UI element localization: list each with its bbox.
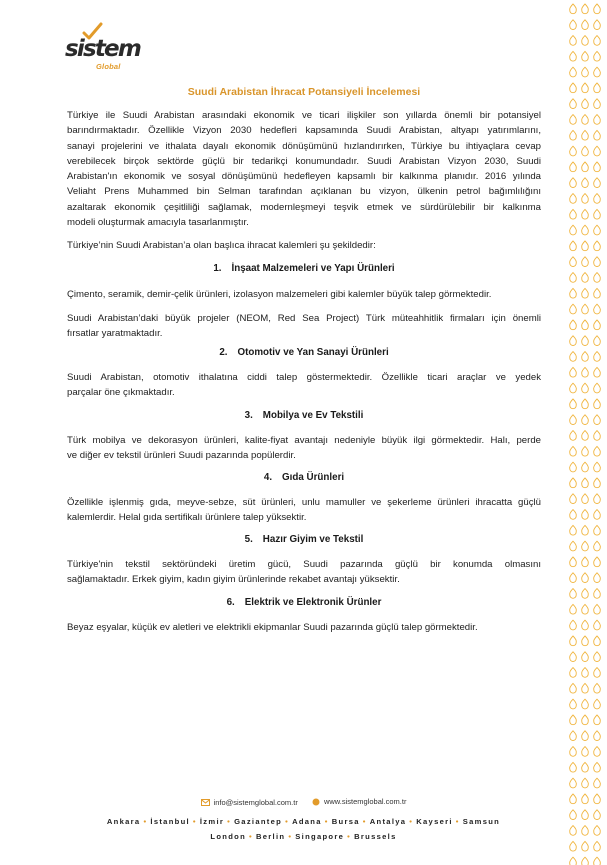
pattern-drop — [582, 557, 589, 567]
pattern-drop — [582, 67, 589, 77]
city-name: Brussels — [354, 832, 397, 841]
pattern-drop — [570, 683, 577, 693]
paragraph-line: sağlamaktadır. Erkek giyim, kadın giyim ürünlerinde rekabet avantajı yüksektir. — [67, 574, 400, 586]
pattern-drop — [594, 431, 601, 441]
lead-paragraph: Türkiye’nin Suudi Arabistan’a olan başlıca ihracat kalemleri şu şekildedir: — [67, 240, 376, 251]
pattern-drop — [570, 20, 577, 30]
pattern-drop — [594, 146, 601, 156]
pattern-drop — [594, 525, 601, 535]
pattern-drop — [594, 383, 601, 393]
logo-word: sistem — [65, 36, 141, 62]
section-title: Gıda Ürünleri — [282, 472, 345, 483]
pattern-drop — [570, 462, 577, 472]
pattern-drop — [582, 636, 589, 646]
pattern-drop — [594, 399, 601, 409]
pattern-drop — [570, 367, 577, 377]
paragraph-line: Suudi Arabistan’daki büyük projeler (NEOM, Red Sea Project) Türk müteahhitlik firmaları için önemli — [67, 313, 541, 324]
city-separator: • — [249, 832, 253, 841]
pattern-drop — [570, 510, 577, 520]
section-heading — [67, 534, 541, 545]
pattern-drop — [570, 194, 577, 204]
globe-icon — [312, 798, 320, 806]
pattern-drop — [582, 589, 589, 599]
pattern-drop — [594, 225, 601, 235]
pattern-drop — [582, 241, 589, 251]
paragraph-line: kalemlerdir. Helal gıda sertifikalı ürünlere talep yüksektir. — [67, 512, 307, 524]
pattern-drop — [582, 83, 589, 93]
pattern-drop — [594, 604, 601, 614]
pattern-drop — [570, 589, 577, 599]
pattern-drop — [570, 715, 577, 725]
pattern-drop — [594, 36, 601, 46]
pattern-drop — [582, 399, 589, 409]
pattern-drop — [594, 573, 601, 583]
pattern-drop — [594, 683, 601, 693]
pattern-drop — [594, 589, 601, 599]
section-number: 2. — [219, 347, 228, 358]
intro-line: modeli oluşturmak amacıyla tasarlanmıştır. — [67, 217, 249, 229]
pattern-drop — [570, 446, 577, 456]
pattern-drop — [582, 352, 589, 362]
city-separator: • — [455, 817, 460, 826]
pattern-drop — [582, 573, 589, 583]
section-heading — [67, 410, 541, 421]
pattern-drop — [570, 352, 577, 362]
intro-line: Veliaht Prens Muhammed bin Selman tarafından açıklanan bu vizyon, ülkenin petrol bağımlılığını — [67, 186, 541, 198]
pattern-drop — [582, 525, 589, 535]
footer-email-text: info@sistemglobal.com.tr — [213, 797, 298, 807]
paragraph-line: Özellikle işlenmiş gıda, meyve-sebze, süt ürünleri, unlu mamuller ve şekerleme ürünleri ihracatta güçlü — [67, 497, 541, 508]
pattern-drop — [582, 194, 589, 204]
pattern-drop — [570, 320, 577, 330]
pattern-drop — [570, 273, 577, 283]
section-number: 3. — [244, 410, 253, 421]
city-separator: • — [227, 817, 232, 826]
pattern-drop — [570, 225, 577, 235]
section-paragraph — [67, 433, 541, 464]
paragraph-line: fırsatlar yaratmaktadır. — [67, 328, 163, 340]
city-name: London — [210, 832, 247, 841]
footer-website[interactable] — [312, 797, 407, 806]
paragraph-line: Çimento, seramik, demir-çelik ürünleri, izolasyon malzemeleri gibi kalemler büyük talep görmektedir. — [67, 289, 492, 300]
pattern-drop — [570, 399, 577, 409]
pattern-drop — [570, 652, 577, 662]
pattern-drop — [594, 731, 601, 741]
pattern-drop — [594, 367, 601, 377]
pattern-drop — [582, 604, 589, 614]
footer-cities-row-1 — [0, 817, 607, 826]
pattern-drop — [594, 67, 601, 77]
pattern-drop — [594, 620, 601, 630]
city-name: Antalya — [369, 817, 407, 826]
city-separator: • — [143, 817, 148, 826]
pattern-drop — [582, 478, 589, 488]
pattern-drop — [594, 20, 601, 30]
pattern-drop — [582, 715, 589, 725]
city-name: İstanbul — [150, 817, 190, 826]
pattern-drop — [570, 162, 577, 172]
pattern-drop — [594, 83, 601, 93]
city-name: Bursa — [331, 817, 360, 826]
mail-icon — [201, 799, 210, 806]
pattern-drop — [570, 573, 577, 583]
pattern-drop — [582, 841, 589, 851]
pattern-drop — [570, 604, 577, 614]
pattern-drop — [582, 320, 589, 330]
section-title: İnşaat Malzemeleri ve Yapı Ürünleri — [231, 263, 395, 274]
pattern-drop — [570, 288, 577, 298]
pattern-drop — [582, 304, 589, 314]
paragraph-line: Türk mobilya ve dekorasyon ürünleri, kalite-fiyat avantajı nedeniyle büyük ilgi görmektedir. Halı, perde — [67, 435, 541, 446]
section-number: 6. — [226, 597, 235, 608]
section-heading — [67, 472, 541, 483]
city-separator: • — [409, 817, 414, 826]
pattern-drop — [594, 841, 601, 851]
pattern-drop — [582, 620, 589, 630]
pattern-drop — [594, 51, 601, 61]
city-name: Gaziantep — [234, 817, 283, 826]
pattern-drop — [582, 857, 589, 865]
pattern-drop — [570, 494, 577, 504]
pattern-drop — [582, 652, 589, 662]
pattern-drop — [594, 478, 601, 488]
pattern-drop — [594, 699, 601, 709]
pattern-drop — [570, 36, 577, 46]
paragraph-line: Türkiye'nin tekstil sektöründeki üretim gücü, Suudi pazarında güçlü bir konumda olmasını — [67, 559, 541, 570]
pattern-drop — [570, 478, 577, 488]
pattern-drop — [582, 668, 589, 678]
pattern-drop — [570, 747, 577, 757]
pattern-drop — [570, 841, 577, 851]
pattern-drop — [570, 557, 577, 567]
pattern-drop — [594, 668, 601, 678]
pattern-drop — [570, 636, 577, 646]
pattern-drop — [594, 257, 601, 267]
pattern-drop — [570, 146, 577, 156]
pattern-drop — [594, 446, 601, 456]
pattern-drop — [594, 415, 601, 425]
pattern-drop — [570, 857, 577, 865]
pattern-drop — [582, 731, 589, 741]
pattern-drop — [594, 178, 601, 188]
city-name: Ankara — [106, 817, 141, 826]
pattern-drop — [582, 20, 589, 30]
pattern-drop — [570, 699, 577, 709]
pattern-drop — [582, 494, 589, 504]
logo-sub: Global — [96, 62, 121, 71]
section-heading — [67, 263, 541, 274]
section-title: Hazır Giyim ve Tekstil — [262, 534, 364, 545]
pattern-drop — [570, 67, 577, 77]
paragraph-line: Suudi Arabistan, otomotiv ithalatına ciddi talep göstermektedir. Özellikle ticari araçlar ve yedek — [67, 372, 541, 383]
city-separator: • — [288, 832, 293, 841]
footer-website-text: www.sistemglobal.com.tr — [323, 797, 407, 806]
section-heading — [67, 347, 541, 358]
intro-line: barındırmaktadır. Özellikle Vizyon 2030 hedefleri kapsamında Suudi Arabistan, altyapı yatırımlarını, — [67, 125, 541, 137]
pattern-drop — [582, 415, 589, 425]
footer-contact — [0, 797, 607, 808]
pattern-drop — [594, 541, 601, 551]
section-title: Otomotiv ve Yan Sanayi Ürünleri — [237, 347, 389, 358]
intro-paragraph — [67, 108, 541, 230]
section-paragraph — [67, 287, 541, 302]
pattern-drop — [582, 273, 589, 283]
pattern-drop — [582, 762, 589, 772]
pattern-drop — [594, 194, 601, 204]
footer-cities-row-2 — [0, 832, 607, 841]
section-heading — [67, 597, 541, 608]
pattern-drop — [582, 367, 589, 377]
pattern-drop — [594, 241, 601, 251]
pattern-drop — [582, 778, 589, 788]
pattern-drop — [594, 462, 601, 472]
section-title: Elektrik ve Elektronik Ürünler — [244, 597, 382, 608]
pattern-drop — [594, 652, 601, 662]
pattern-drop — [570, 115, 577, 125]
pattern-drop — [582, 383, 589, 393]
pattern-drop — [570, 383, 577, 393]
pattern-drop — [570, 209, 577, 219]
pattern-drop — [594, 320, 601, 330]
pattern-drop — [594, 273, 601, 283]
section-paragraph — [67, 495, 541, 526]
paragraph-line: Beyaz eşyalar, küçük ev aletleri ve elektrikli ekipmanlar Suudi pazarında güçlü talep görmektedir. — [67, 622, 478, 633]
pattern-drop — [582, 462, 589, 472]
pattern-drop — [570, 778, 577, 788]
pattern-drop — [594, 762, 601, 772]
pattern-drop — [582, 336, 589, 346]
pattern-drop — [594, 778, 601, 788]
pattern-drop — [582, 683, 589, 693]
city-separator: • — [362, 817, 367, 826]
pattern-drop — [570, 257, 577, 267]
pattern-drop — [570, 130, 577, 140]
pattern-drop — [570, 620, 577, 630]
pattern-drop — [582, 288, 589, 298]
pattern-drop — [570, 51, 577, 61]
pattern-drop — [582, 209, 589, 219]
pattern-drop — [594, 715, 601, 725]
pattern-drop — [582, 446, 589, 456]
pattern-drop — [570, 731, 577, 741]
city-separator: • — [192, 817, 197, 826]
pattern-drop — [594, 162, 601, 172]
city-separator: • — [324, 817, 329, 826]
pattern-drop — [582, 36, 589, 46]
pattern-drop — [570, 525, 577, 535]
pattern-drop — [582, 431, 589, 441]
intro-line: Türkiye ile Suudi Arabistan arasındaki ekonomik ve ticari ilişkiler son yıllarda önemli bir potansiyel — [67, 110, 541, 121]
pattern-drop — [570, 431, 577, 441]
pattern-drop — [594, 352, 601, 362]
document-title: Suudi Arabistan İhracat Potansiyeli İncelemesi — [187, 86, 421, 98]
pattern-drop — [594, 557, 601, 567]
footer-email[interactable] — [201, 798, 298, 807]
decorative-pattern — [567, 0, 607, 865]
pattern-drop — [582, 162, 589, 172]
pattern-drop — [594, 494, 601, 504]
pattern-drop — [582, 51, 589, 61]
pattern-drop — [594, 857, 601, 865]
section-number: 1. — [213, 263, 222, 274]
pattern-drop — [582, 130, 589, 140]
intro-line: Arabistan'ın ekonomik ve sosyal dönüşümünü hedefleyen kapsamlı bir kalkınma planıdır. 2016 yılında — [67, 171, 541, 183]
pattern-drop — [594, 99, 601, 109]
pattern-drop — [570, 241, 577, 251]
sistem-global-logo — [63, 22, 141, 74]
pattern-drop — [570, 415, 577, 425]
city-name: Samsun — [462, 817, 501, 826]
section-paragraph — [67, 370, 541, 401]
pattern-drop — [582, 225, 589, 235]
pattern-drop — [594, 209, 601, 219]
city-name: Kayseri — [416, 817, 453, 826]
city-separator: • — [285, 817, 290, 826]
city-separator: • — [347, 832, 352, 841]
section-paragraph — [67, 311, 541, 342]
pattern-drop — [582, 699, 589, 709]
section-paragraph — [67, 620, 541, 635]
city-name: Berlin — [256, 832, 286, 841]
pattern-drop — [594, 747, 601, 757]
pattern-drop — [582, 541, 589, 551]
pattern-drop — [594, 304, 601, 314]
pattern-drop — [570, 99, 577, 109]
pattern-drop — [570, 336, 577, 346]
pattern-drop — [594, 115, 601, 125]
pattern-drop — [582, 146, 589, 156]
pattern-drop — [570, 541, 577, 551]
pattern-drop — [582, 115, 589, 125]
pattern-drop — [570, 4, 577, 14]
pattern-drop — [594, 510, 601, 520]
pattern-drop — [570, 668, 577, 678]
paragraph-line: ve diğer ev tekstil ürünleri Suudi pazarında popülerdir. — [67, 450, 296, 462]
intro-line: sanayi projelerini ve ithalata dayalı ekonomik dönüşümünü hızlandırırken, Türkiye bu ihtiyaçlara cevap — [67, 140, 541, 152]
section-title: Mobilya ve Ev Tekstili — [262, 410, 364, 421]
section-number: 5. — [244, 534, 253, 545]
pattern-drop — [594, 288, 601, 298]
pattern-drop — [582, 510, 589, 520]
intro-line: azaltarak ekonomik çeşitliliği sağlamak, modernleşmeyi teşvik etmek ve sürdürülebilir bir kalkınma — [67, 201, 541, 213]
pattern-drop — [594, 4, 601, 14]
pattern-drop — [594, 336, 601, 346]
pattern-drop — [582, 4, 589, 14]
city-name: İzmir — [199, 817, 225, 826]
pattern-drop — [570, 83, 577, 93]
pattern-drop — [570, 762, 577, 772]
pattern-drop — [582, 257, 589, 267]
city-name: Adana — [292, 817, 322, 826]
pattern-drop — [594, 636, 601, 646]
paragraph-line: parçalar öne çıkmaktadır. — [67, 387, 175, 399]
intro-line: verebilecek birçok sektörde güçlü bir tedarikçi konumundadır. Suudi Arabistan Vizyon 2030, Suudi — [67, 155, 541, 167]
pattern-drop — [582, 99, 589, 109]
pattern-drop — [594, 130, 601, 140]
pattern-drop — [570, 304, 577, 314]
city-name: Singapore — [295, 832, 345, 841]
section-number: 4. — [263, 472, 273, 483]
pattern-drop — [582, 178, 589, 188]
pattern-drop — [582, 747, 589, 757]
section-paragraph — [67, 557, 541, 588]
pattern-drop — [570, 178, 577, 188]
